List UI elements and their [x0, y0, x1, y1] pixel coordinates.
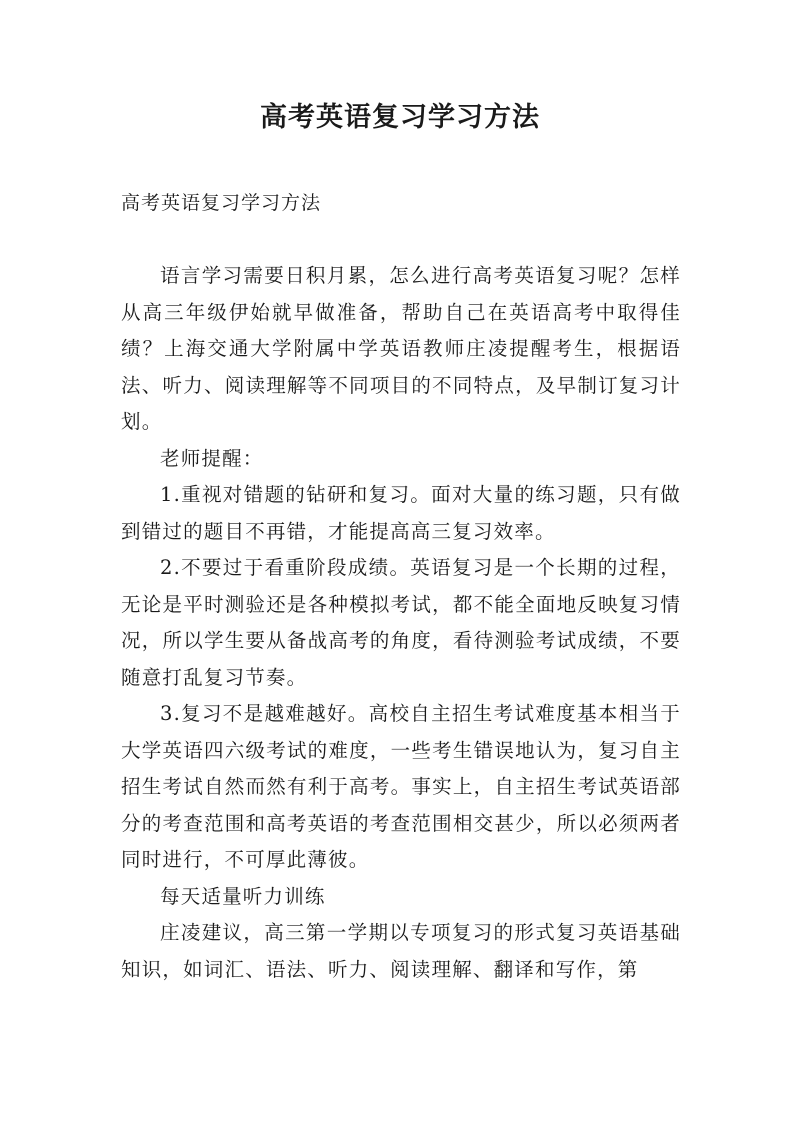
paragraph-listening: 庄凌建议，高三第一学期以专项复习的形式复习英语基础知识，如词汇、语法、听力、阅读理解、翻译和写作，第 — [121, 921, 681, 981]
paragraph-tip-1: 1.重视对错题的钻研和复习。面对大量的练习题，只有做到错过的题目不再错，才能提高高三复习效率。 — [121, 483, 681, 543]
paragraph-tip-2: 2.不要过于看重阶段成绩。英语复习是一个长期的过程，无论是平时测验还是各种模拟考试，都不能全面地反映复习情况，所以学生要从备战高考的角度，看待测验考试成绩，不要随意打乱复习节奏。 — [121, 556, 681, 689]
document-title: 高考英语复习学习方法 — [260, 102, 540, 133]
paragraph-teacher-reminder: 老师提醒： — [160, 446, 264, 470]
paragraph-intro: 语言学习需要日积月累，怎么进行高考英语复习呢？怎样从高三年级伊始就早做准备，帮助自己在英语高考中取得佳绩？上海交通大学附属中学英语教师庄凌提醒考生，根据语法、听力、阅读理解等不同项目的不同特点，及早制订复习计划。 — [121, 264, 681, 433]
section-heading-listening: 每天适量听力训练 — [160, 884, 326, 908]
document-body — [121, 258, 681, 988]
document-subtitle: 高考英语复习学习方法 — [121, 192, 322, 214]
paragraph-tip-3: 3.复习不是越难越好。高校自主招生考试难度基本相当于大学英语四六级考试的难度，一些考生错误地认为，复习自主招生考试自然而然有利于高考。事实上，自主招生考试英语部分的考查范围和高考英语的考查范围相交甚少，所以必须两者同时进行，不可厚此薄彼。 — [121, 702, 681, 871]
